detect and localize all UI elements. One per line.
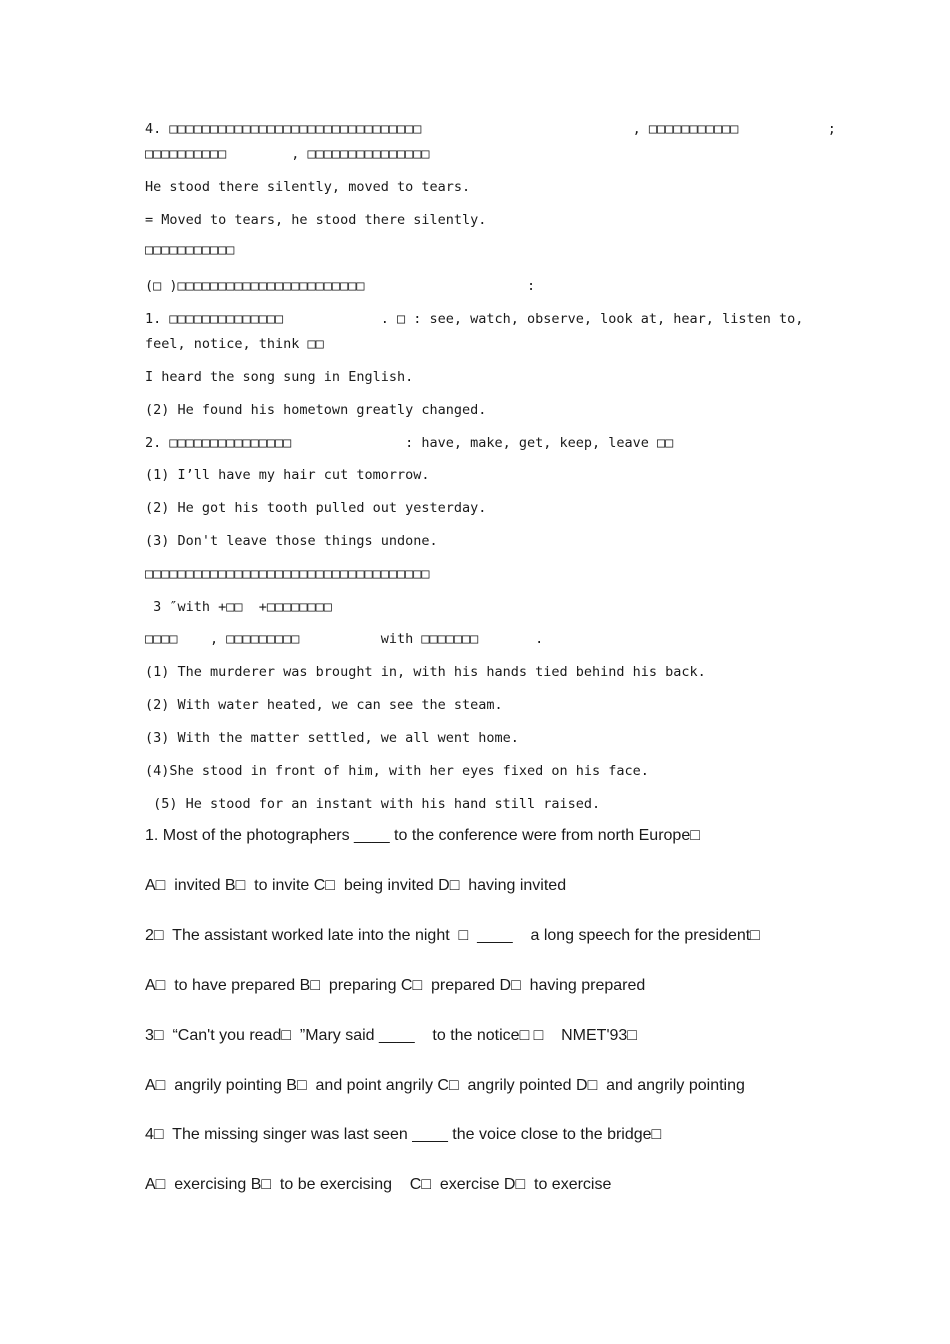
example-line-9: I heard the song sung in English.: [145, 369, 414, 385]
note-line-11: 2. □□□□□□□□□□□□□□□ : have, make, get, keep, leave □□: [145, 435, 674, 451]
note-line-15: □□□□□□□□□□□□□□□□□□□□□□□□□□□□□□□□□□□: [145, 566, 430, 582]
example-line-14: (3) Don't leave those things undone.: [145, 533, 438, 549]
question-1: 1. Most of the photographers ____ to the conference were from north Europe□: [145, 827, 700, 844]
note-line-3: He stood there silently, moved to tears.: [145, 179, 471, 195]
example-line-10: (2) He found his hometown greatly changed.: [145, 402, 487, 418]
example-line-20: (3) With the matter settled, we all went home.: [145, 730, 519, 746]
question-3-options: A□ angrily pointing B□ and point angrily C□ angrily pointed D□ and angrily pointing: [145, 1077, 745, 1094]
note-line-4: = Moved to tears, he stood there silently.: [145, 212, 487, 228]
note-line-16: 3 ″with +□□ +□□□□□□□□: [145, 599, 332, 615]
section-heading: □□□□□□□□□□□: [145, 242, 235, 258]
example-line-21: (4)She stood in front of him, with her eyes fixed on his face.: [145, 763, 649, 779]
note-line-7: 1. □□□□□□□□□□□□□□ . □ : see, watch, observe, look at, hear, listen to,: [145, 311, 804, 327]
note-line-6: (□ )□□□□□□□□□□□□□□□□□□□□□□□ :: [145, 278, 536, 294]
question-4-options: A□ exercising B□ to be exercising C□ exercise D□ to exercise: [145, 1176, 612, 1193]
example-line-12: (1) I’ll have my hair cut tomorrow.: [145, 467, 430, 483]
question-3: 3□ “Can't you read□ ”Mary said ____ to the notice□ □ NMET'93□: [145, 1027, 637, 1044]
note-line-1: 4. □□□□□□□□□□□□□□□□□□□□□□□□□□□□□□□ , □□□□□□□□□□□ ;: [145, 121, 836, 137]
question-1-options: A□ invited B□ to invite C□ being invited D□ having invited: [145, 877, 567, 894]
note-line-8: feel, notice, think □□: [145, 336, 324, 352]
note-line-2: □□□□□□□□□□ , □□□□□□□□□□□□□□□: [145, 146, 430, 162]
question-2: 2□ The assistant worked late into the night □ ____ a long speech for the president□: [145, 927, 760, 944]
example-line-22: (5) He stood for an instant with his hand still raised.: [145, 796, 601, 812]
question-4: 4□ The missing singer was last seen ____ the voice close to the bridge□: [145, 1126, 662, 1143]
question-2-options: A□ to have prepared B□ preparing C□ prepared D□ having prepared: [145, 977, 646, 994]
note-line-17: □□□□ , □□□□□□□□□ with □□□□□□□ .: [145, 631, 544, 647]
example-line-18: (1) The murderer was brought in, with his hands tied behind his back.: [145, 664, 706, 680]
example-line-19: (2) With water heated, we can see the steam.: [145, 697, 503, 713]
example-line-13: (2) He got his tooth pulled out yesterday.: [145, 500, 487, 516]
